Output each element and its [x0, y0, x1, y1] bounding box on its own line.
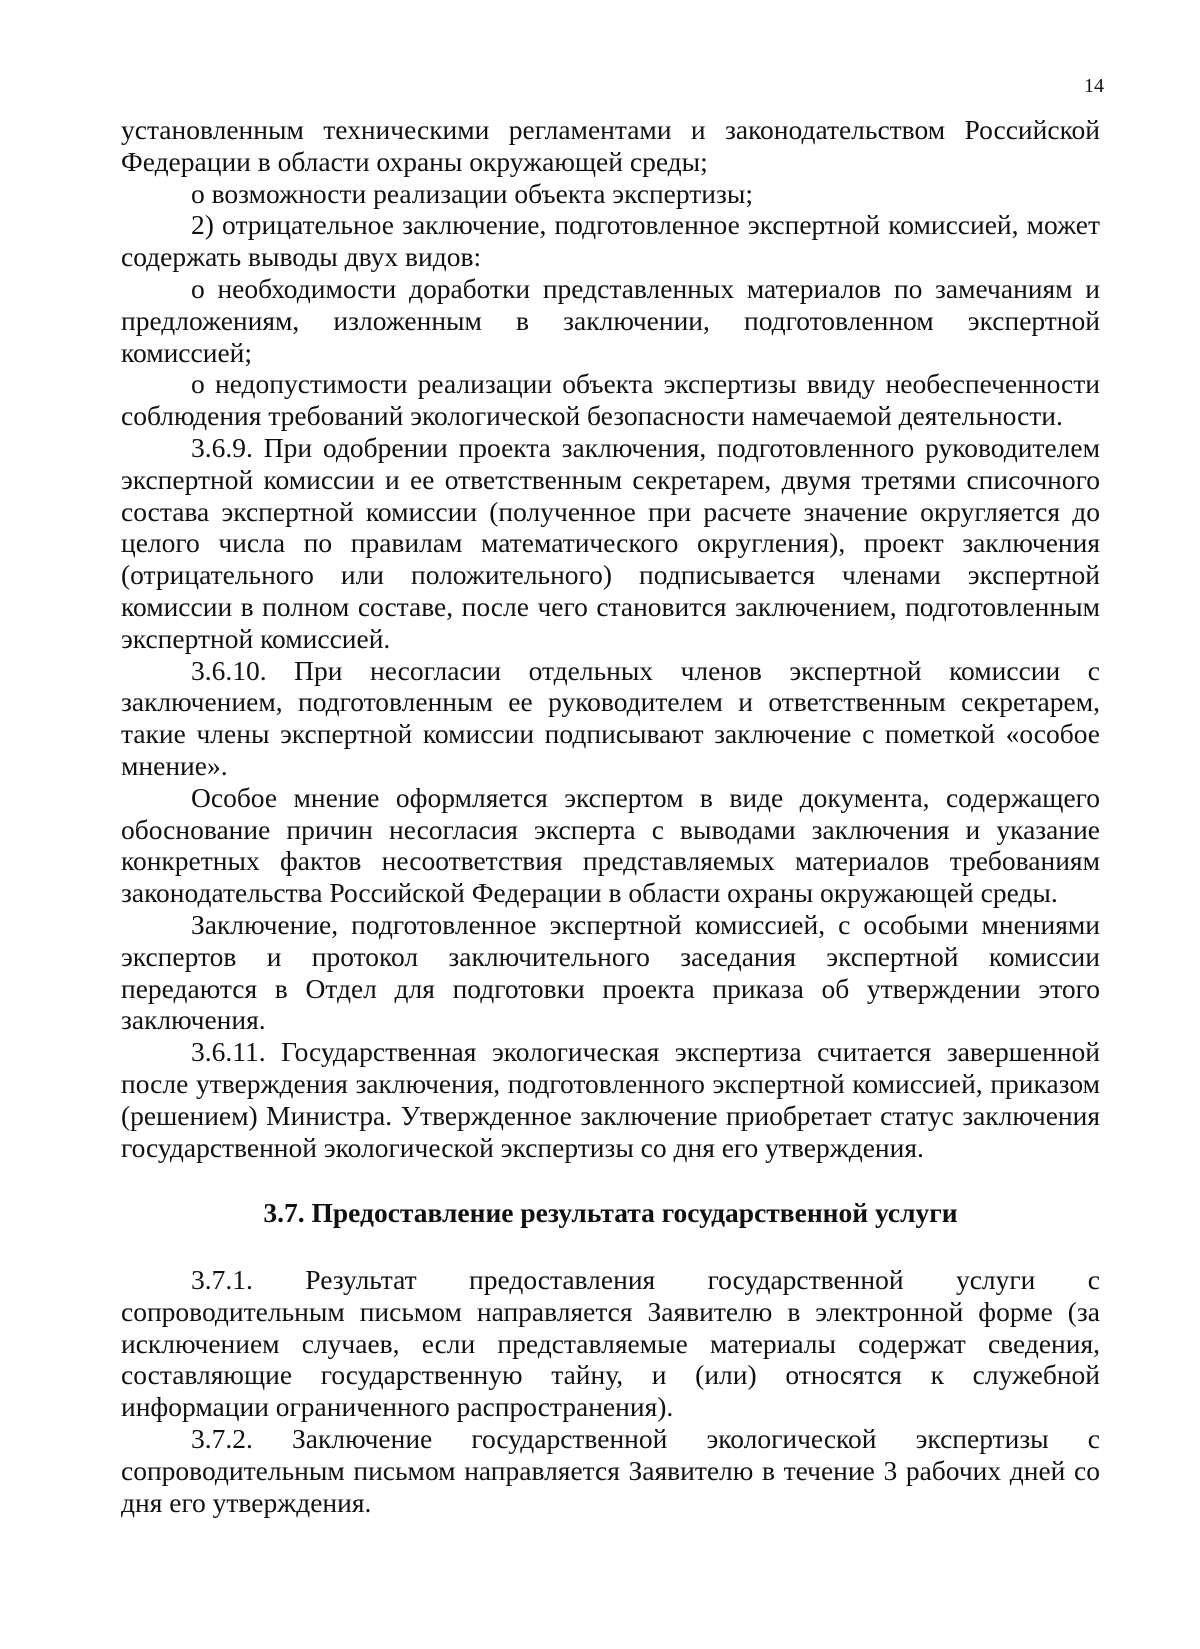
- paragraph-3-7-1: 3.7.1. Результат предоставления государственной услуги с сопроводительным письмом направляется Заявителю в электронной форме (за исключением случаев, если представляемые материалы содержат сведения, составляющие государственную тайну, и (или) относятся к служебной информации ограниченного распространения).: [121, 1264, 1100, 1423]
- paragraph-3-6-11: 3.6.11. Государственная экологическая экспертиза считается завершенной после утверждения заключения, подготовленного экспертной комиссией, приказом (решением) Министра. Утвержденное заключение приобретает статус заключения государственной экологической экспертизы со дня его утверждения.: [121, 1036, 1100, 1163]
- paragraph-5: о недопустимости реализации объекта экспертизы ввиду необеспеченности соблюдения требований экологической безопасности намечаемой деятельности.: [121, 368, 1100, 432]
- paragraph-4: о необходимости доработки представленных материалов по замечаниям и предложениям, изложенным в заключении, подготовленном экспертной комиссией;: [121, 272, 1100, 368]
- page-number: 14: [1084, 75, 1104, 97]
- paragraph-3-7-2: 3.7.2. Заключение государственной экологической экспертизы с сопроводительным письмом направляется Заявителю в течение 3 рабочих дней со дня его утверждения.: [121, 1423, 1100, 1518]
- paragraph-2: о возможности реализации объекта экспертизы;: [191, 177, 753, 209]
- paragraph-1: установленным техническими регламентами и законодательством Российской Федерации в области охраны окружающей среды;: [121, 114, 1100, 177]
- paragraph-special-opinion: Особое мнение оформляется экспертом в виде документа, содержащего обоснование причин несогласия эксперта с выводами заключения и указание конкретных фактов несоответствия представляемых материалов требованиям законодательства Российской Федерации в области охраны окружающей среды.: [121, 781, 1100, 909]
- paragraph-3-6-10: 3.6.10. При несогласии отдельных членов экспертной комиссии с заключением, подготовленным ее руководителем и ответственным секретарем, такие члены экспертной комиссии подписывают заключение с пометкой «особое мнение».: [121, 654, 1100, 781]
- document-body: [121, 114, 1100, 1518]
- section-heading: 3.7. Предоставление результата государственной услуги: [263, 1197, 958, 1229]
- paragraph-conclusion-transfer: Заключение, подготовленное экспертной комиссией, с особыми мнениями экспертов и протокол заключительного заседания экспертной комиссии передаются в Отдел для подготовки проекта приказа об утверждении этого заключения.: [121, 908, 1100, 1036]
- paragraph-3-6-9: 3.6.9. При одобрении проекта заключения, подготовленного руководителем экспертной комиссии и ее ответственным секретарем, двумя третями списочного состава экспертной комиссии (полученное при расчете значение округляется до целого числа по правилам математического округления), проект заключения (отрицательного или положительного) подписывается членами экспертной комиссии в полном составе, после чего становится заключением, подготовленным экспертной комиссией.: [121, 431, 1100, 654]
- paragraph-3: 2) отрицательное заключение, подготовленное экспертной комиссией, может содержать выводы двух видов:: [121, 209, 1100, 273]
